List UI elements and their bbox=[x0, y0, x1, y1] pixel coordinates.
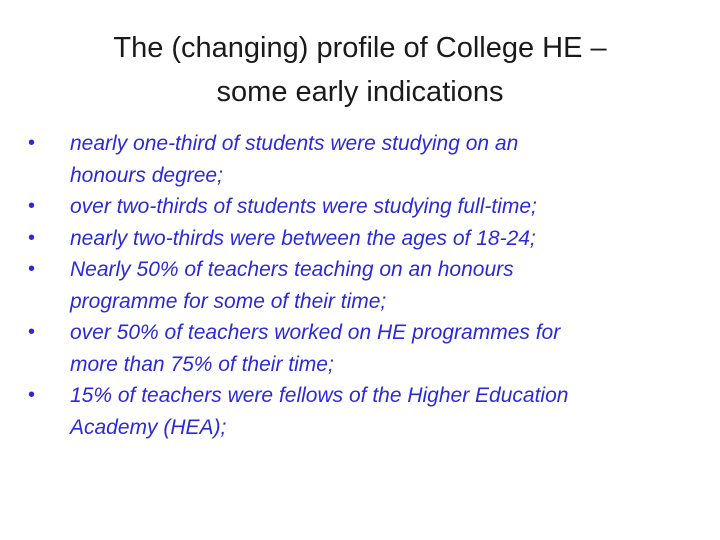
bullet-line: nearly one-third of students were studying on an bbox=[70, 132, 519, 155]
bullet-item bbox=[26, 128, 676, 191]
bullet-line: over two-thirds of students were studying full-time; bbox=[70, 195, 537, 218]
bullet-line: programme for some of their time; bbox=[70, 289, 387, 313]
bullet-line: honours degree; bbox=[70, 163, 223, 187]
bullet-line: 15% of teachers were fellows of the Higher Education bbox=[70, 384, 569, 407]
bullet-dot-icon: • bbox=[28, 226, 36, 249]
title-line-1: The (changing) profile of College HE – bbox=[113, 32, 607, 64]
bullet-item bbox=[26, 317, 676, 380]
bullet-dot-icon: • bbox=[28, 195, 36, 217]
bullet-line: Nearly 50% of teachers teaching on an honours bbox=[70, 258, 514, 281]
bullet-line: more than 75% of their time; bbox=[70, 352, 334, 376]
bullet-item bbox=[26, 254, 676, 317]
bullet-list bbox=[26, 128, 676, 443]
bullet-line: Academy (HEA); bbox=[70, 415, 227, 439]
bullet-dot-icon: • bbox=[28, 132, 36, 154]
bullet-line: over 50% of teachers worked on HE programmes for bbox=[70, 321, 561, 344]
bullet-item bbox=[26, 223, 676, 255]
bullet-item bbox=[26, 380, 676, 443]
slide-title bbox=[60, 26, 660, 114]
bullet-line: nearly two-thirds were between the ages of 18-24; bbox=[70, 226, 536, 250]
bullet-dot-icon: • bbox=[28, 258, 36, 280]
bullet-dot-icon: • bbox=[28, 384, 36, 406]
bullet-dot-icon: • bbox=[28, 321, 36, 343]
bullet-item bbox=[26, 191, 676, 223]
title-line-2: some early indications bbox=[216, 76, 504, 108]
